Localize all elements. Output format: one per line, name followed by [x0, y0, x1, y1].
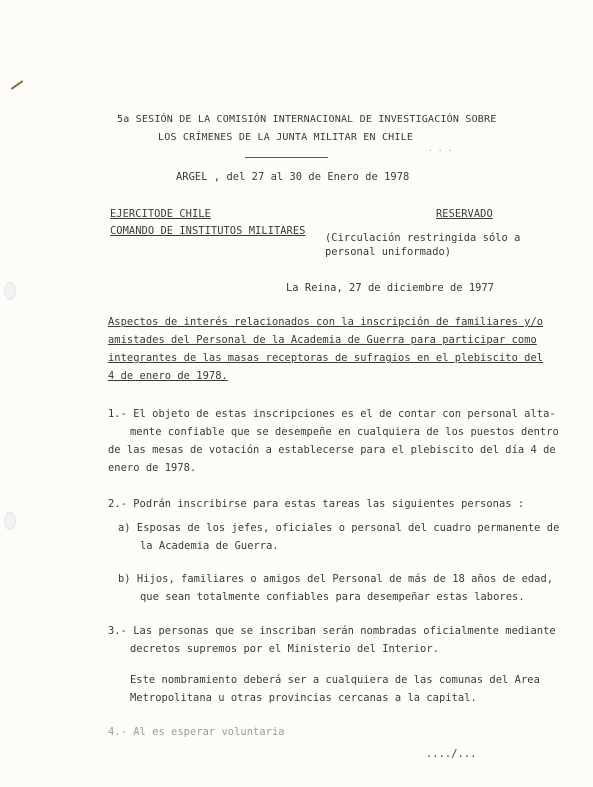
classification-label: RESERVADO — [436, 208, 493, 220]
punch-hole — [4, 512, 16, 530]
item3-line-4: Metropolitana u otras provincias cercanas a la capital. — [130, 692, 477, 704]
item1-line-4: enero de 1978. — [108, 462, 197, 474]
classification-note-1: (Circulación restringida sólo a — [325, 232, 521, 244]
item1-line-1: 1.- El objeto de estas inscripciones es el de contar con personal alta- — [108, 408, 556, 420]
dateline: La Reina, 27 de diciembre de 1977 — [286, 282, 495, 294]
header-line-2: LOS CRÍMENES DE LA JUNTA MILITAR EN CHILE — [158, 132, 414, 143]
venue-line: ARGEL , del 27 al 30 de Enero de 1978 — [176, 171, 410, 183]
item1-line-2: mente confiable que se desempeñe en cualquiera de los puestos dentro — [130, 426, 559, 438]
item3-line-2: decretos supremos por el Ministerio del Interior. — [130, 643, 439, 655]
ink-mark — [11, 80, 24, 90]
stray-marks: . . . — [428, 144, 453, 153]
subject-line-2: amistades del Personal de la Academia de Guerra para participar como — [108, 334, 537, 346]
item2-a-line-1: a) Esposas de los jefes, oficiales o personal del cuadro permanente de — [118, 522, 560, 534]
item3-line-3: Este nombramiento deberá ser a cualquiera de las comunas del Area — [130, 674, 540, 686]
item1-line-3: de las mesas de votación a establecerse para el plebiscito del día 4 de — [108, 444, 556, 456]
item2-a-line-2: la Academia de Guerra. — [140, 540, 279, 552]
subject-line-4: 4 de enero de 1978. — [108, 370, 228, 382]
classification-note-2: personal uniformado) — [325, 246, 452, 258]
subject-line-1: Aspectos de interés relacionados con la inscripción de familiares y/o — [108, 316, 544, 328]
punch-hole — [4, 282, 16, 300]
subject-line-3: integrantes de las masas receptoras de sufragios en el plebiscito del — [108, 352, 544, 364]
item2-b-line-1: b) Hijos, familiares o amigos del Personal de más de 18 años de edad, — [118, 573, 554, 585]
continuation-mark: ..../... — [426, 748, 477, 760]
item4-line: 4.- Al es esperar voluntaria — [108, 726, 285, 738]
header-line-1: 5a SESIÓN DE LA COMISIÓN INTERNACIONAL DE INVESTIGACIÓN SOBRE — [117, 114, 497, 125]
item2-intro: 2.- Podrán inscribirse para estas tareas las siguientes personas : — [108, 498, 525, 510]
sender-line-2: COMANDO DE INSTITUTOS MILITARES — [110, 225, 306, 237]
header-rule — [245, 157, 328, 158]
item2-b-line-2: que sean totalmente confiables para desempeñar estas labores. — [140, 591, 525, 603]
item3-line-1: 3.- Las personas que se inscriban serán nombradas oficialmente mediante — [108, 625, 556, 637]
sender-line-1: EJERCITODE CHILE — [110, 208, 211, 220]
